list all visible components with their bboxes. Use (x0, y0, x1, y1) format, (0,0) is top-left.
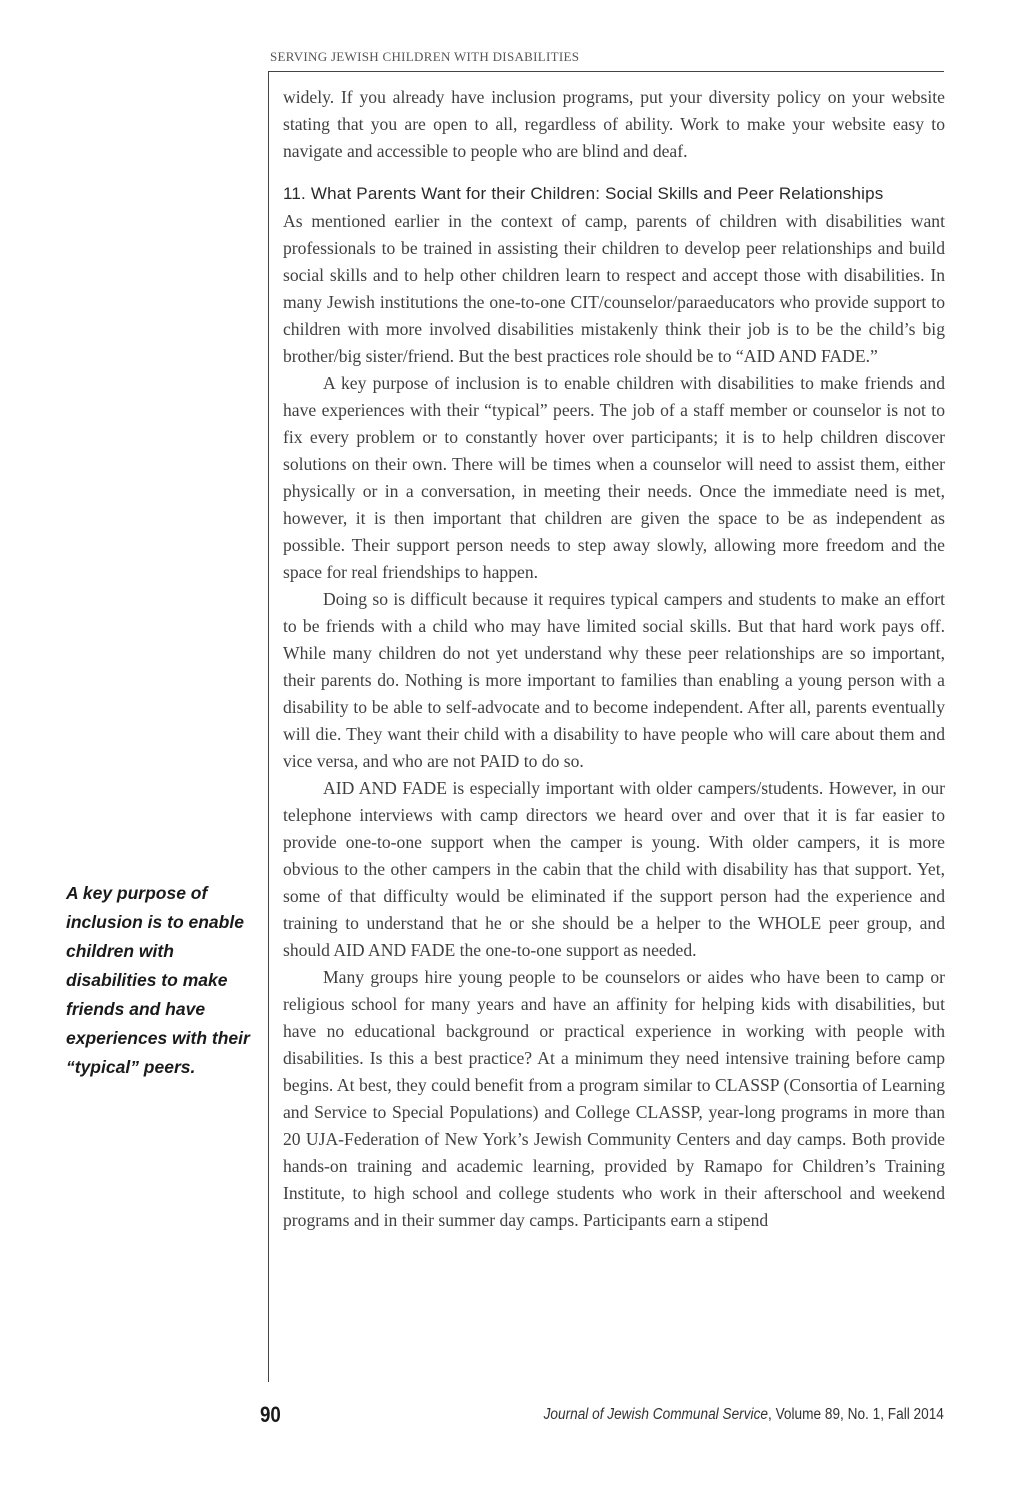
journal-issue: , Volume 89, No. 1, Fall 2014 (768, 1406, 944, 1423)
top-rule (268, 71, 944, 72)
body-paragraph: Doing so is difficult because it requires typical campers and students to make an effort to be friends with a child who may have limited social skills. But that hard work pays off. While many children do not yet understand why these peer relationships are so important, their parents do. Nothing is more important to families than enabling a young person with a disability to be able to self-advocate and to become independent. After all, parents eventually will die. They want their child with a disability to have people who will care about them and vice versa, and who are not PAID to do so. (283, 589, 945, 771)
pull-quote: A key purpose of inclusion is to enable children with disabilities to make friends and have experiences with their “typical” peers. (66, 883, 250, 1077)
intro-paragraph: widely. If you already have inclusion programs, put your diversity policy on your website stating that you are open to all, regardless of ability. Work to make your website easy to navigate and accessible to people who are blind and deaf. (283, 87, 945, 161)
running-head: SERVING JEWISH CHILDREN WITH DISABILITIES (270, 49, 580, 64)
body-paragraph: A key purpose of inclusion is to enable children with disabilities to make friends and have experiences with their “typical” peers. The job of a staff member or counselor is not to fix every problem or to constantly hover over participants; it is to help children discover solutions on their own. There will be times when a counselor will need to assist them, either physically or in a conversation, in meeting their needs. Once the immediate need is met, however, it is then important that children are given the space to be as independent as possible. Their support person needs to step away slowly, allowing more freedom and the space for real friendships to happen. (283, 373, 945, 582)
body-paragraph: Many groups hire young people to be counselors or aides who have been to camp or religious school for many years and have an affinity for helping kids with disabilities, but have no educational background or practical experience in working with people with disabilities. Is this a best practice? At a minimum they need intensive training before camp begins. At best, they could benefit from a program similar to CLASSP (Consortia of Learning and Service to Special Populations) and College CLASSP, year-long programs in more than 20 UJA-Federation of New York’s Jewish Community Centers and day camps. Both provide hands-on training and academic learning, provided by Ramapo for Children’s Training Institute, to high school and college students who work in their afterschool and weekend programs and in their summer day camps. Participants earn a stipend (283, 967, 945, 1230)
body-paragraph: As mentioned earlier in the context of camp, parents of children with disabilities want professionals to be trained in assisting their children to develop peer relationships and build social skills and to help other children learn to respect and accept those with disabilities. In many Jewish institutions the one-to-one CIT/counselor/paraeducators who provide support to children with more involved disabilities mistakenly think their job is to be the child’s big brother/big sister/friend. But the best practices role should be to “AID AND FADE.” (283, 211, 945, 366)
journal-title: Journal of Jewish Communal Service (543, 1406, 769, 1423)
page-number: 90 (260, 1402, 281, 1427)
journal-footer (544, 1406, 944, 1424)
section-heading: 11. What Parents Want for their Children: Social Skills and Peer Relationships (283, 184, 884, 203)
body-paragraph: AID AND FADE is especially important with older campers/students. However, in our telephone interviews with camp directors we heard over and over that it is far easier to provide one-to-one support when the camper is young. With older campers, it is more obvious to the other campers in the cabin that the child with disability has that support. Yet, some of that difficulty would be eliminated if the support person had the experience and training to understand that he or she should be a helper to the WHOLE peer group, and should AID AND FADE the one-to-one support as needed. (283, 778, 945, 960)
column-rule (268, 71, 269, 1382)
main-column (283, 84, 945, 1234)
